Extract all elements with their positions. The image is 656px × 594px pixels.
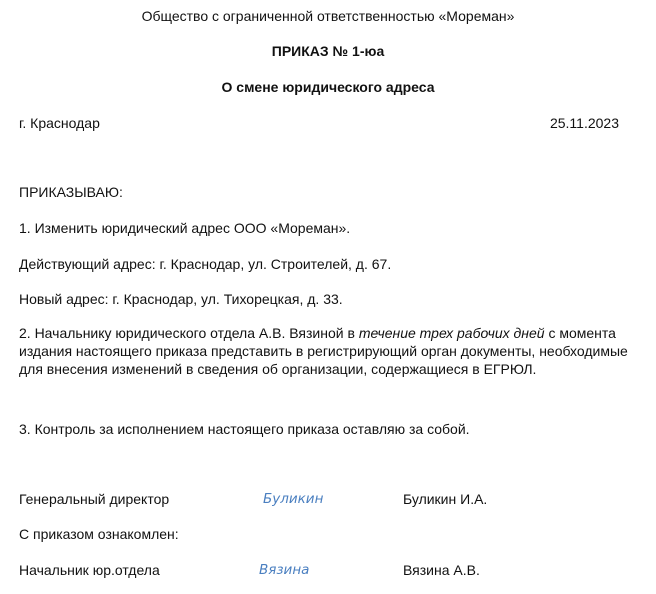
- order-word: ПРИКАЗЫВАЮ:: [19, 184, 123, 200]
- item-2-deadline: течение трех рабочих дней: [358, 325, 545, 341]
- director-name: Буликин И.А.: [403, 491, 488, 507]
- legal-head-signature: Вязина: [259, 562, 310, 578]
- item-1: 1. Изменить юридический адрес ООО «Мореман».: [19, 220, 351, 236]
- item-2: [19, 324, 639, 378]
- item-2-text-end: с момента издания настоящего приказа представить в регистрирующий орган документы, необходимые для внесения изменений в сведения об организации, содержащиеся в ЕГРЮЛ.: [19, 325, 628, 377]
- order-date: 25.11.2023: [549, 115, 619, 131]
- legal-head-name: Вязина А.В.: [403, 562, 480, 578]
- legal-head-position: Начальник юр.отдела: [19, 562, 160, 578]
- new-address: Новый адрес: г. Краснодар, ул. Тихорецкая, д. 33.: [19, 291, 343, 307]
- director-signature: Буликин: [263, 491, 324, 507]
- organization-name: Общество с ограниченной ответственностью «Мореман»: [141, 8, 515, 24]
- item-2-text-start: 2. Начальнику юридического отдела А.В. Вязиной в: [19, 325, 359, 341]
- order-subject: О смене юридического адреса: [221, 79, 435, 95]
- current-address: Действующий адрес: г. Краснодар, ул. Строителей, д. 67.: [19, 256, 392, 272]
- director-position: Генеральный директор: [19, 491, 170, 507]
- city: г. Краснодар: [19, 115, 100, 131]
- acknowledged-label: С приказом ознакомлен:: [19, 526, 179, 542]
- order-title: ПРИКАЗ № 1-юа: [271, 43, 385, 59]
- item-3: 3. Контроль за исполнением настоящего приказа оставляю за собой.: [19, 421, 470, 437]
